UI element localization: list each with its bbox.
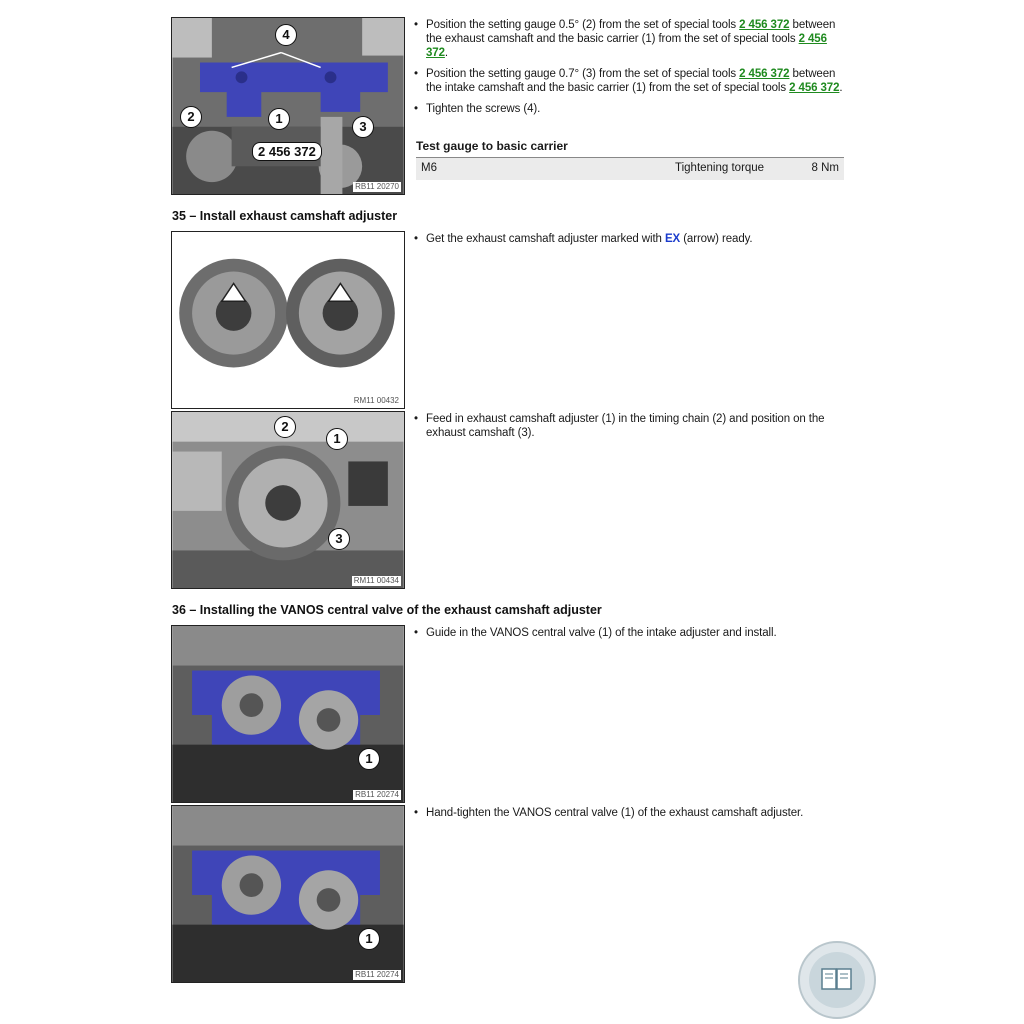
callout-1: 1 (326, 428, 348, 450)
photo-setting-gauges (171, 17, 405, 195)
step34-bullets (414, 18, 846, 123)
manual-book-icon (798, 941, 876, 1019)
bullet-text: Get the exhaust camshaft adjuster marked with (426, 233, 665, 245)
special-tool-link[interactable]: 2 456 372 (739, 19, 790, 31)
bullet-get-adjuster (414, 232, 846, 246)
vanos-tighten-illustration (172, 806, 404, 982)
callout-3: 3 (352, 116, 374, 138)
photo-ref-number: RM11 00432 (353, 396, 399, 405)
callout-2: 2 (274, 416, 296, 438)
thread-size: M6 (421, 162, 437, 174)
photo-ref-number: RB11 20274 (355, 970, 399, 979)
photo-ref-number: RB11 20270 (355, 182, 399, 191)
callout-1: 1 (358, 748, 380, 770)
photo-feed-adjuster (171, 411, 405, 589)
torque-table-row (416, 157, 844, 180)
bullet-intake-gauge (414, 67, 846, 95)
tool-number-label: 2 456 372 (252, 142, 322, 161)
photo-vanos-tighten (171, 805, 405, 983)
step35-bullets-2 (414, 412, 846, 447)
photo-ref-number: RM11 00434 (353, 576, 399, 585)
bullet-exhaust-gauge (414, 18, 846, 60)
bullet-hand-tighten-valve: • Hand-tighten the VANOS central valve (1) of the exhaust camshaft adjuster. (414, 806, 846, 820)
step35-bullets-1 (414, 232, 846, 253)
bullet-feed-adjuster: • Feed in exhaust camshaft adjuster (1) in the timing chain (2) and position on the exhaust camshaft (3). (414, 412, 846, 440)
torque-value: 8 Nm (811, 162, 839, 174)
bullet-guide-valve: • Guide in the VANOS central valve (1) of the intake adjuster and install. (414, 626, 846, 640)
bullet-text: between the exhaust camshaft and the basic carrier (1) from the set of special tools (426, 19, 836, 45)
bullet-text: . (444, 47, 448, 59)
step36-bullets-1 (414, 626, 846, 647)
callout-1: 1 (358, 928, 380, 950)
special-tool-link[interactable]: 2 456 372 (789, 82, 840, 94)
bullet-tighten-screws: • Tighten the screws (4). (414, 102, 846, 116)
bullet-text: Position the setting gauge 0.7° (3) from the set of special tools (426, 68, 740, 80)
bullet-text: (arrow) ready. (680, 233, 753, 245)
vanos-guide-illustration (172, 626, 404, 802)
special-tool-link[interactable]: 2 456 372 (739, 68, 790, 80)
torque-label: Tightening torque (675, 162, 765, 174)
callout-2: 2 (180, 106, 202, 128)
photo-vanos-guide (171, 625, 405, 803)
photo-ref-number: RB11 20274 (355, 790, 399, 799)
callout-4: 4 (275, 24, 297, 46)
bullet-text: between the intake camshaft and the basic carrier (1) from the set of special tools (426, 68, 836, 94)
torque-table-title: Test gauge to basic carrier (416, 139, 568, 153)
special-tool-link[interactable]: 2 456 372 (426, 33, 827, 59)
adjusters-illustration (172, 232, 404, 408)
photo-camshaft-adjusters (171, 231, 405, 409)
step36-heading: 36 – Installing the VANOS central valve of the exhaust camshaft adjuster (172, 603, 602, 617)
callout-3: 3 (328, 528, 350, 550)
bullet-text: Position the setting gauge 0.5° (2) from the set of special tools (426, 19, 740, 31)
step35-heading: 35 – Install exhaust camshaft adjuster (172, 209, 398, 223)
feed-adjuster-illustration (172, 412, 404, 588)
bullet-text: . (839, 82, 843, 94)
ex-marking: EX (664, 233, 681, 245)
callout-1: 1 (268, 108, 290, 130)
step36-bullets-2 (414, 806, 846, 827)
